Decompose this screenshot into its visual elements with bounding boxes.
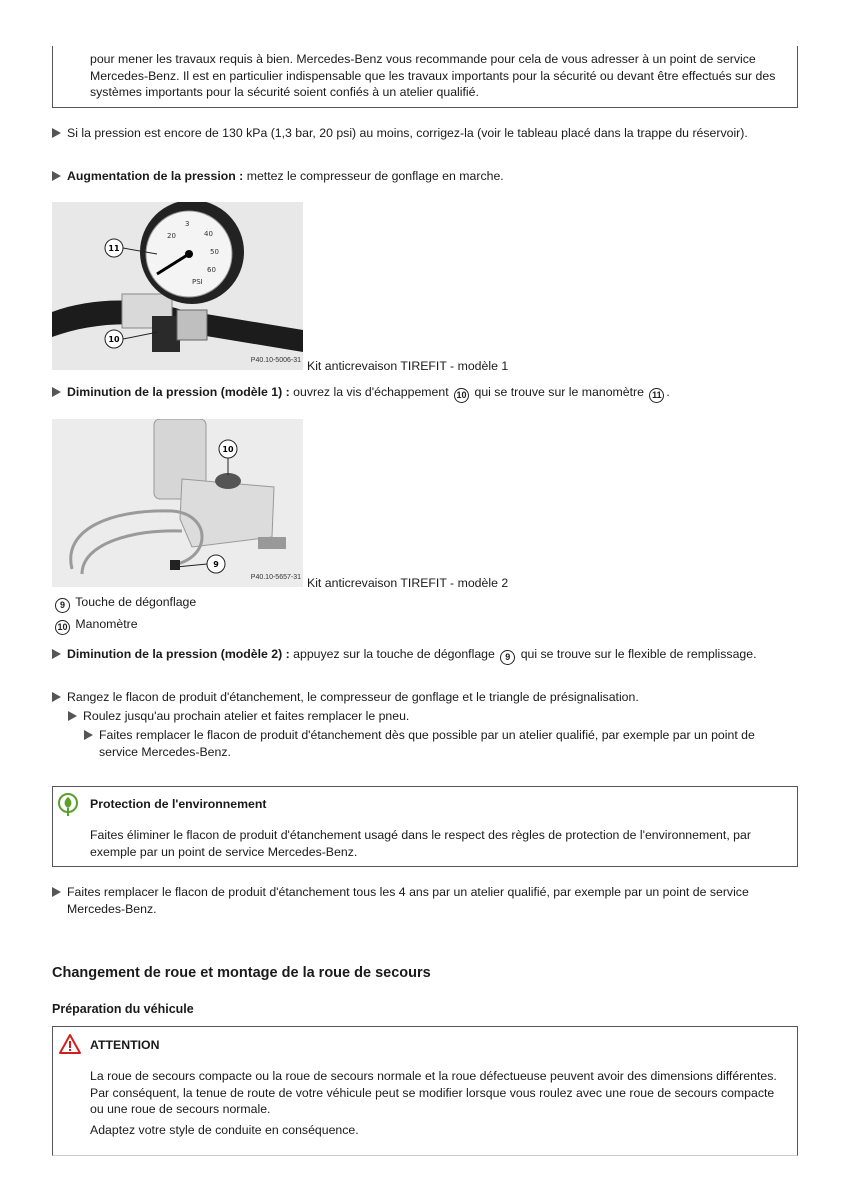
bullet-arrow-icon — [52, 649, 61, 659]
bullet-arrow-icon — [52, 887, 61, 897]
callout-11: 11 — [108, 244, 120, 253]
environment-note-box — [52, 786, 798, 867]
leaf-environment-icon — [57, 793, 79, 817]
figure-tirefit-model1 — [52, 202, 303, 370]
step-increase-pressure: Augmentation de la pression : mettez le compresseur de gonflage en marche. — [52, 168, 792, 185]
svg-text:60: 60 — [207, 266, 216, 274]
step-every-4-years: Faites remplacer le flacon de produit d'étanchement tous les 4 ans par un atelier qualifié, par exemple par un point de service Mercedes-Benz. — [52, 884, 792, 917]
svg-text:3: 3 — [185, 220, 190, 228]
warning-advice: Adaptez votre style de conduite en conséquence. — [90, 1123, 359, 1137]
callout-11-inline: 11 — [649, 388, 664, 403]
pressure-gauge-illustration — [52, 202, 303, 370]
callout-10: 10 — [222, 445, 234, 454]
step-replace: Faites remplacer le flacon de produit d'étanchement dès que possible par un atelier qualifié, par exemple par un point de service Mercedes-Benz. — [84, 727, 784, 760]
svg-text:20: 20 — [167, 232, 176, 240]
callout-10-inline: 10 — [454, 388, 469, 403]
figure2-caption: Kit anticrevaison TIREFIT - modèle 2 — [307, 576, 509, 590]
step-pressure-check: Si la pression est encore de 130 kPa (1,3 bar, 20 psi) au moins, corrigez-la (voir le tableau placé dans la trappe du réservoir). — [52, 125, 792, 142]
top-note-box — [52, 46, 798, 108]
bullet-arrow-icon — [68, 711, 77, 721]
figure1-caption: Kit anticrevaison TIREFIT - modèle 1 — [307, 359, 509, 373]
legend-item-10: 10 Manomètre — [53, 616, 138, 635]
environment-title: Protection de l'environnement — [90, 797, 267, 811]
figure-tirefit-model2 — [52, 419, 303, 587]
bullet-arrow-icon — [52, 128, 61, 138]
section-title: Changement de roue et montage de la roue de secours — [52, 965, 431, 981]
step-drive: Roulez jusqu'au prochain atelier et faites remplacer le pneu. — [68, 708, 788, 725]
step-store: Rangez le flacon de produit d'étanchement, le compresseur de gonflage et le triangle de présignalisation. — [52, 689, 792, 706]
step-decrease-model1: Diminution de la pression (modèle 1) : ouvrez la vis d'échappement 10 qui se trouve sur le manomètre 11 . — [52, 384, 792, 403]
svg-text:PSI: PSI — [192, 278, 203, 286]
bullet-arrow-icon — [52, 387, 61, 397]
figure1-ref: P40.10-5006-31 — [250, 356, 301, 364]
warning-text: La roue de secours compacte ou la roue de secours normale et la roue défectueuse peuvent avoir des dimensions différentes. Par conséquent, la tenue de route de votre véhicule peut se modifier lorsque vous roulez avec une roue de secours compacte ou une roue de secours normale. — [90, 1069, 777, 1116]
subsection-title: Préparation du véhicule — [52, 1002, 194, 1016]
bullet-arrow-icon — [52, 692, 61, 702]
warning-box — [52, 1026, 798, 1156]
step-decrease-model2: Diminution de la pression (modèle 2) : appuyez sur la touche de dégonflage 9 qui se trouve sur le flexible de remplissage. — [52, 646, 792, 665]
legend-item-9: 9 Touche de dégonflage — [53, 594, 196, 613]
warning-triangle-icon — [58, 1033, 82, 1055]
top-note-text: pour mener les travaux requis à bien. Mercedes-Benz vous recommande pour cela de vous adresser à un point de service Mercedes-Benz. Il est en particulier indispensable que les travaux importants pour la sécurité ou devant être effectués sur des systèmes importants pour la sécurité soient confiés à un atelier qualifié. — [90, 52, 776, 99]
svg-text:40: 40 — [204, 230, 213, 238]
callout-10: 10 — [108, 335, 120, 344]
bullet-arrow-icon — [84, 730, 93, 740]
warning-title: ATTENTION — [90, 1038, 160, 1052]
figure2-ref: P40.10-5657-31 — [250, 573, 301, 581]
callout-9-inline: 9 — [500, 650, 515, 665]
callout-9: 9 — [213, 560, 219, 569]
environment-text: Faites éliminer le flacon de produit d'étanchement usagé dans le respect des règles de protection de l'environnement, par exemple par un point de service Mercedes-Benz. — [90, 828, 751, 859]
bullet-arrow-icon — [52, 171, 61, 181]
svg-text:50: 50 — [210, 248, 219, 256]
compressor-illustration — [52, 419, 303, 587]
